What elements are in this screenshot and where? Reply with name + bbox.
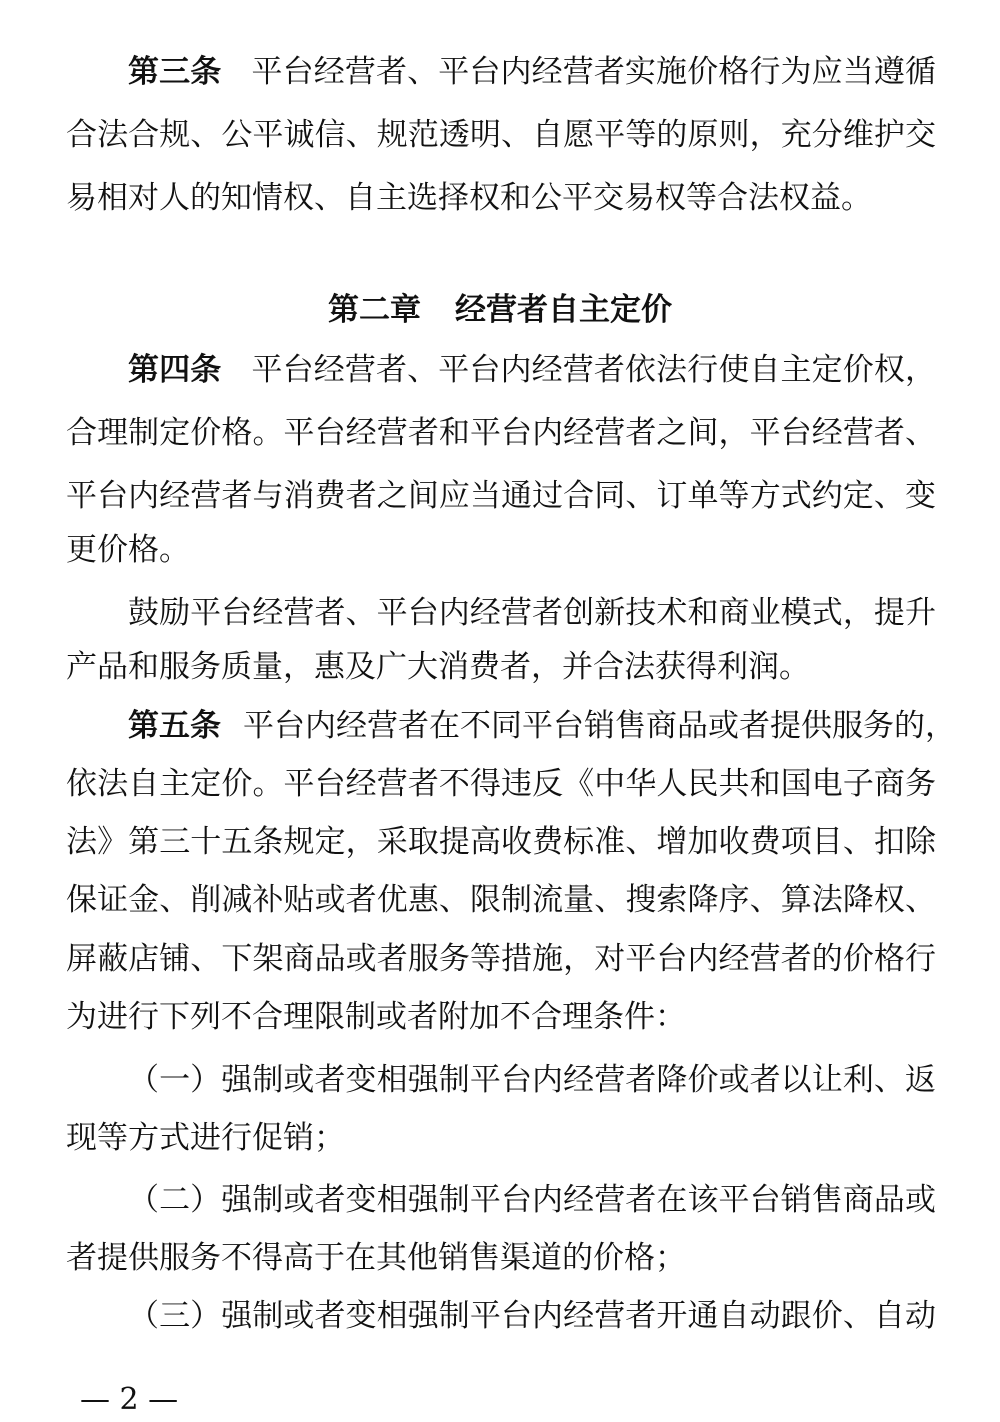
article-5-item-2-line-2: 者提供服务不得高于在其他销售渠道的价格；	[66, 1240, 686, 1276]
page-number: — 2 —	[80, 1382, 179, 1417]
article-5-label: 第五条	[128, 708, 221, 744]
article-5-line-3: 法》第三十五条规定，采取提高收费标准、增加收费项目、扣除	[66, 824, 936, 860]
article-3-label: 第三条	[128, 54, 222, 90]
article-5-line-1: 第五条 平台内经营者在不同平台销售商品或者提供服务的，	[128, 708, 956, 744]
article-4-line-3: 平台内经营者与消费者之间应当通过合同、订单等方式约定、变	[66, 478, 936, 514]
article-5-item-1-line-2: 现等方式进行促销；	[66, 1120, 345, 1156]
article-3-line-1: 第三条 平台经营者、平台内经营者实施价格行为应当遵循	[128, 54, 937, 90]
article-5-line-4: 保证金、削减补贴或者优惠、限制流量、搜索降序、算法降权、	[66, 882, 936, 918]
chapter-number: 第二章	[328, 292, 421, 328]
article-4-para-2-line-2: 产品和服务质量，惠及广大消费者，并合法获得利润。	[66, 649, 810, 685]
article-4-line-1: 第四条 平台经营者、平台内经营者依法行使自主定价权，	[128, 352, 937, 388]
article-4-para-2-line-1: 鼓励平台经营者、平台内经营者创新技术和商业模式，提升	[128, 595, 936, 631]
article-3-line-2: 合法合规、公平诚信、规范透明、自愿平等的原则，充分维护交	[66, 117, 936, 153]
chapter-heading	[0, 290, 1000, 330]
article-5-line-5: 屏蔽店铺、下架商品或者服务等措施，对平台内经营者的价格行	[66, 941, 936, 977]
article-4-line-4: 更价格。	[66, 532, 190, 568]
article-3-line-3: 易相对人的知情权、自主选择权和公平交易权等合法权益。	[66, 180, 872, 216]
article-5-item-3-line-1: （三）强制或者变相强制平台内经营者开通自动跟价、自动	[128, 1298, 936, 1334]
chapter-title: 经营者自主定价	[455, 292, 672, 328]
article-4-line-2: 合理制定价格。平台经营者和平台内经营者之间，平台经营者、	[66, 415, 936, 451]
article-5-item-2-line-1: （二）强制或者变相强制平台内经营者在该平台销售商品或	[128, 1182, 936, 1218]
article-5-line-2: 依法自主定价。平台经营者不得违反《中华人民共和国电子商务	[66, 766, 936, 802]
article-4-label: 第四条	[128, 352, 222, 388]
article-5-item-1-line-1: （一）强制或者变相强制平台内经营者降价或者以让利、返	[128, 1062, 936, 1098]
article-5-line-6: 为进行下列不合理限制或者附加不合理条件：	[66, 999, 686, 1035]
